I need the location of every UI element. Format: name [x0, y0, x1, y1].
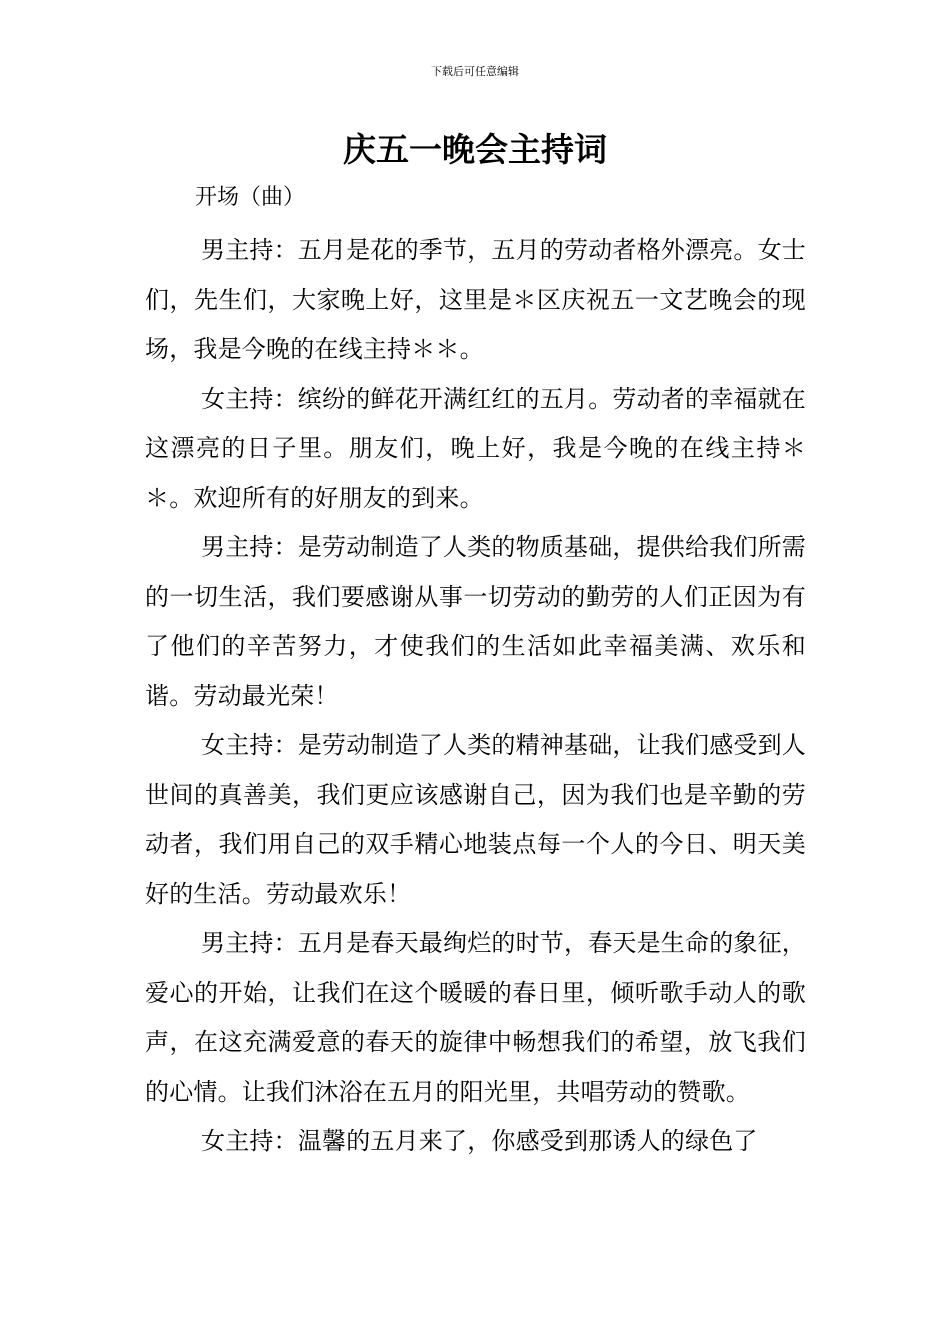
opening-line: 开场（曲） — [195, 185, 306, 210]
paragraph-male-host-3: 男主持：五月是春天最绚烂的时节，春天是生命的象征，爱心的开始，让我们在这个暖暖的春日里，倾听歌手动人的歌声，在这充满爱意的春天的旋律中畅想我们的希望，放飞我们的心情。让我们沐浴在五月的阳光里，共唱劳动的赞歌。 — [145, 929, 806, 1106]
paragraph-male-host-2: 男主持：是劳动制造了人类的物质基础，提供给我们所需的一切生活，我们要感谢从事一切劳动的勤劳的人们正因为有了他们的辛苦努力，才使我们的生活如此幸福美满、欢乐和谐。劳动最光荣！ — [145, 533, 806, 710]
header-note: 下载后可任意编辑 — [431, 65, 519, 78]
document-body — [145, 226, 806, 1167]
paragraph-female-host-1: 女主持：缤纷的鲜花开满红红的五月。劳动者的幸福就在这漂亮的日子里。朋友们，晚上好，我是今晚的在线主持＊＊。欢迎所有的好朋友的到来。 — [145, 384, 806, 512]
paragraph-male-host-1: 男主持：五月是花的季节，五月的劳动者格外漂亮。女士们，先生们，大家晚上好，这里是＊区庆祝五一文艺晚会的现场，我是今晚的在线主持＊＊。 — [145, 236, 806, 363]
paragraph-female-host-2: 女主持：是劳动制造了人类的精神基础，让我们感受到人世间的真善美，我们更应该感谢自己，因为我们也是辛勤的劳动者，我们用自己的双手精心地装点每一个人的今日、明天美好的生活。劳动最欢乐！ — [145, 731, 806, 908]
paragraph-female-host-3: 女主持：温馨的五月来了，你感受到那诱人的绿色了 — [201, 1127, 758, 1155]
document-title: 庆五一晚会主持词 — [343, 130, 607, 169]
